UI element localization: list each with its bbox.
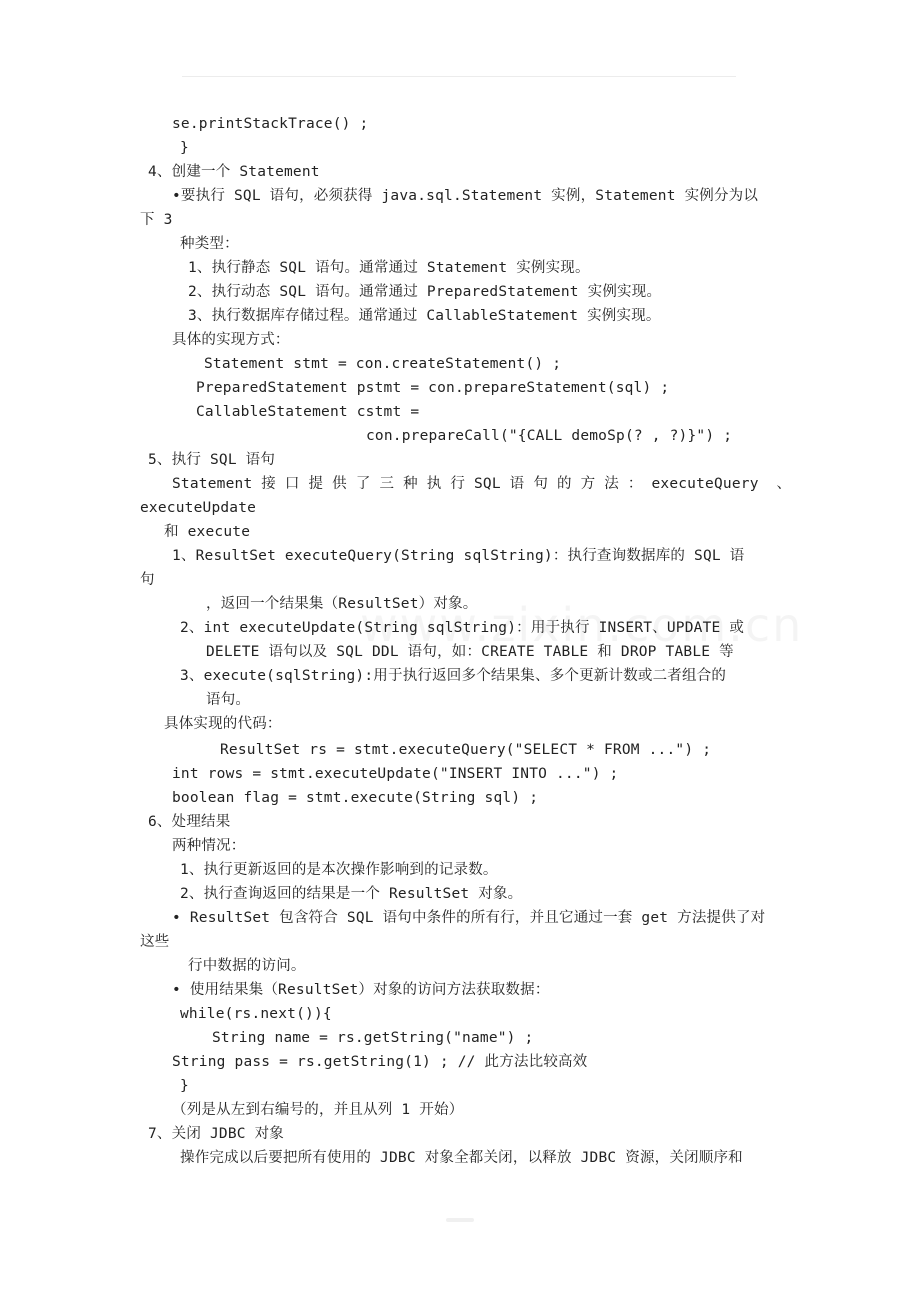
code-line: int rows = stmt.executeUpdate("INSERT INTO ...") ; <box>172 766 619 782</box>
text-line: 下 3 <box>140 212 173 228</box>
text-line: Statement 接 口 提 供 了 三 种 执 行 SQL 语 句 的 方 法 ： executeQuery 、 <box>172 476 792 492</box>
section-heading-5: 5、执行 SQL 语句 <box>148 452 276 468</box>
list-item: 2、执行动态 SQL 语句。通常通过 PreparedStatement 实例实现。 <box>188 284 662 300</box>
list-item: 1、执行静态 SQL 语句。通常通过 Statement 实例实现。 <box>188 260 590 276</box>
text-line: 这些 <box>140 934 170 950</box>
code-line: } <box>180 1078 189 1094</box>
text-line: 句 <box>140 572 155 588</box>
text-line: 行中数据的访问。 <box>188 958 306 974</box>
code-line: ResultSet rs = stmt.executeQuery("SELECT * FROM ...") ; <box>220 742 712 758</box>
text-line: 语句。 <box>206 692 251 708</box>
text-line: （列是从左到右编号的，并且从列 1 开始） <box>172 1102 464 1118</box>
code-line: boolean flag = stmt.execute(String sql) ; <box>172 790 539 806</box>
text-line: DELETE 语句以及 SQL DDL 语句，如：CREATE TABLE 和 DROP TABLE 等 <box>206 644 734 660</box>
code-line: Statement stmt = con.createStatement() ; <box>204 356 562 372</box>
section-heading-6: 6、处理结果 <box>148 814 231 830</box>
text-line: ，返回一个结果集（ResultSet）对象。 <box>206 596 478 612</box>
code-line: PreparedStatement pstmt = con.prepareStatement(sql) ; <box>196 380 670 396</box>
text-line: 具体的实现方式： <box>172 332 290 348</box>
text-line: se.printStackTrace() ; <box>172 116 369 132</box>
text-line: executeUpdate <box>140 500 257 516</box>
header-rule <box>182 76 736 77</box>
text-line: 操作完成以后要把所有使用的 JDBC 对象全都关闭，以释放 JDBC 资源，关闭顺序和 <box>180 1150 743 1166</box>
list-item: 1、ResultSet executeQuery(String sqlString)：执行查询数据库的 SQL 语 <box>172 548 745 564</box>
section-heading-4: 4、创建一个 Statement <box>148 164 320 180</box>
text-line: •要执行 SQL 语句，必须获得 java.sql.Statement 实例，Statement 实例分为以 <box>172 188 759 204</box>
code-line: String pass = rs.getString(1) ; // 此方法比较高效 <box>172 1054 588 1070</box>
text-line: } <box>180 140 189 156</box>
list-item: 2、int executeUpdate(String sqlString)：用于执行 INSERT、UPDATE 或 <box>180 620 745 636</box>
section-heading-7: 7、关闭 JDBC 对象 <box>148 1126 285 1142</box>
code-line: while(rs.next()){ <box>180 1006 332 1022</box>
list-item: 3、执行数据库存储过程。通常通过 CallableStatement 实例实现。 <box>188 308 661 324</box>
text-line: • ResultSet 包含符合 SQL 语句中条件的所有行，并且它通过一套 get 方法提供了对 <box>172 910 766 926</box>
code-line: CallableStatement cstmt = <box>196 404 420 420</box>
list-item: 1、执行更新返回的是本次操作影响到的记录数。 <box>180 862 498 878</box>
text-line: 种类型： <box>180 236 239 252</box>
list-item: 2、执行查询返回的结果是一个 ResultSet 对象。 <box>180 886 523 902</box>
code-line: String name = rs.getString("name") ; <box>212 1030 534 1046</box>
text-line: 两种情况： <box>172 838 246 854</box>
text-line: 具体实现的代码： <box>164 716 282 732</box>
text-line: 和 execute <box>164 524 251 540</box>
list-item: 3、execute(sqlString):用于执行返回多个结果集、多个更新计数或二者组合的 <box>180 668 727 684</box>
code-line: con.prepareCall("{CALL demoSp(? , ?)}") ; <box>366 428 733 444</box>
text-line: • 使用结果集（ResultSet）对象的访问方法获取数据： <box>172 982 550 998</box>
footer-mark <box>446 1218 474 1222</box>
